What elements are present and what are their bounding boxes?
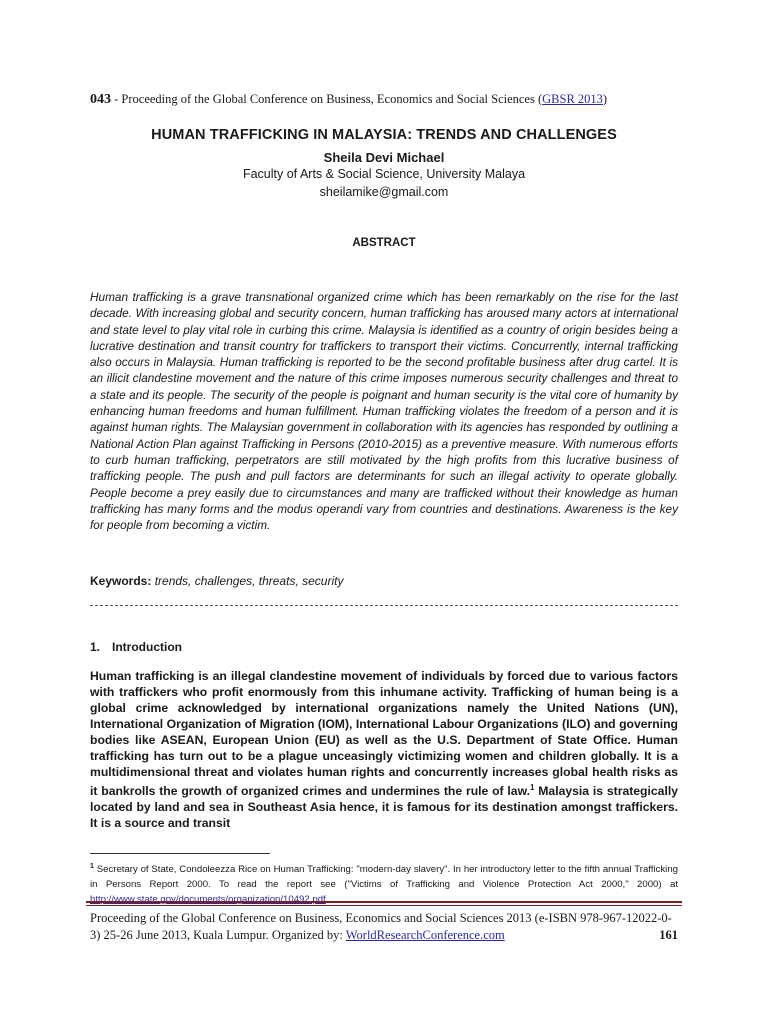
keywords [90, 574, 343, 588]
footnote [90, 859, 678, 907]
paper-number: 043 [90, 92, 111, 107]
keywords-label: Keywords: [90, 574, 152, 588]
author-affiliation: Faculty of Arts & Social Science, University Malaya [242, 167, 526, 181]
footer-rule-thick [86, 901, 682, 903]
footer-link[interactable]: WorldResearchConference.com [345, 928, 505, 942]
paper-title: HUMAN TRAFFICKING IN MALAYSIA: TRENDS AND CHALLENGES [151, 127, 617, 143]
header-text: - Proceeding of the Global Conference on Business, Economics and Social Sciences ( [111, 92, 543, 106]
author-name: Sheila Devi Michael [323, 150, 445, 165]
keywords-list: trends, challenges, threats, security [151, 574, 344, 588]
running-header [90, 92, 690, 108]
intro-paragraph [90, 668, 678, 831]
section-number: 1. [90, 640, 101, 654]
gbsr-link[interactable]: GBSR 2013 [542, 92, 603, 106]
footnote-text: Secretary of State, Condoleezza Rice on Human Trafficking: "modern-day slavery". In her introductory letter to the fifth annual Trafficking in Persons Report 2000. To read the report see ("Victims of Trafficking and Violence Protection Act 2000," 2000) at [90, 864, 678, 891]
footnote-reference[interactable]: 1 [530, 783, 535, 792]
page-footer [90, 910, 678, 944]
author-email: sheilamike@gmail.com [319, 185, 449, 199]
intro-text-part2: Malaysia is strategically located by land and sea in Southeast Asia hence, it is famous for its destination amongst traffickers. It is a source and transit [90, 784, 678, 831]
page-number: 161 [659, 928, 678, 942]
section-divider [90, 605, 678, 606]
section-heading [90, 640, 182, 654]
abstract-heading: ABSTRACT [352, 237, 416, 249]
intro-text-part1: Human trafficking is an illegal clandestine movement of individuals by forced due to various factors with traffickers who profit enormously from this inhumane activity. Trafficking of human being is a global crime acknowledged by international organizations namely the United Nations (UN), International Organization of Migration (IOM), International Labour Organizations (ILO) and governing bodies like ASEAN, European Union (EU) as well as the U.S. Department of State Office. Human trafficking has turn out to be a plague unceasingly victimizing women and children globally. It is a multidimensional threat and violates human rights and concurrently increases global health risks as it bankrolls the growth of organized crimes and undermines the rule of law. [90, 669, 678, 799]
footer-rule-thin [86, 905, 682, 906]
footnote-rule [90, 853, 270, 854]
header-close: ) [602, 92, 608, 106]
footer-text: Proceeding of the Global Conference on Business, Economics and Social Sciences 2013 (e-ISBN 978-967-12022-0-3) 25-26 June 2013, Kuala Lumpur. Organized by: [90, 911, 672, 942]
footnote-mark: 1 [90, 863, 94, 870]
footnote-link[interactable]: http://www.state.gov/documents/organization/10492.pdf [90, 894, 326, 906]
abstract-text: Human trafficking is a grave transnational organized crime which has been remarkably on the rise for the last decade. With increasing global and security concern, human trafficking has aroused many actors at international and state level to play vital role in curbing this crime. Malaysia is identified as a country of origin besides being a lucrative destination and transit country for traffickers to transport their victims. Concurrently, internal trafficking also occurs in Malaysia. Human trafficking is reported to be the second profitable business after drug cartel. It is an illicit clandestine movement and the nature of this crime imposes numerous security challenges and threat to a state and its people. The security of the people is poignant and human security is the vital core of humanity by enhancing human freedoms and human fulfillment. Human trafficking violates the freedom of a person and it is against human rights. The Malaysian government in collaboration with its agencies has responded by outlining a National Action Plan against Trafficking in Persons (2010-2015) as a preventive measure. With numerous efforts to curb human trafficking, perpetrators are still motivated by the high profits from this lucrative business of trafficking people. The push and pull factors are determinants for such an illegal activity to operate globally. People become a prey easily due to circumstances and many are trafficked without their knowledge as human trafficking has many forms and the modus operandi vary from countries and destinations. Awareness is the key for people from becoming a victim. [90, 290, 678, 533]
section-title: Introduction [112, 640, 182, 654]
